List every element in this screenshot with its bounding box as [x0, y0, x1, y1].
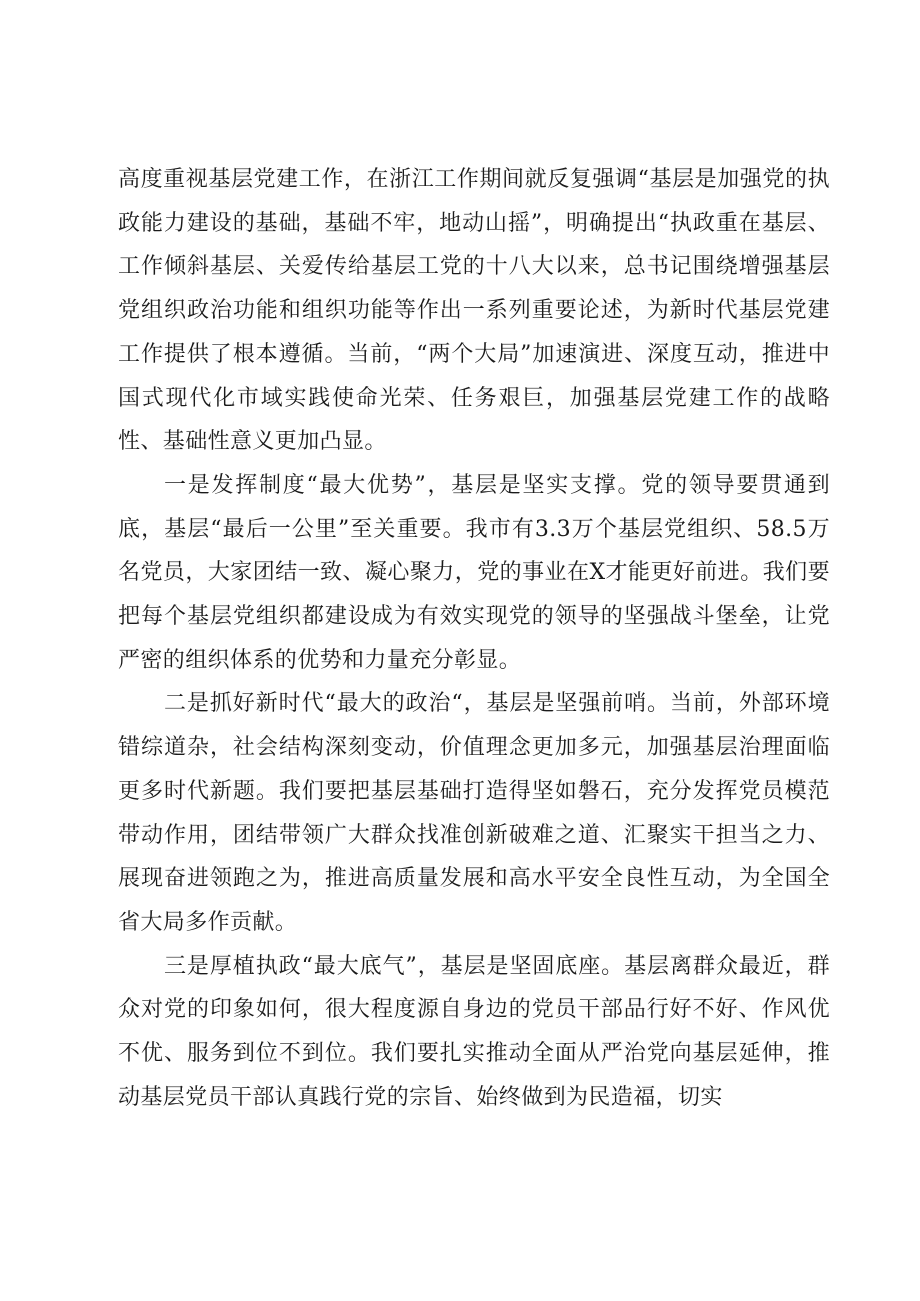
paragraph-intro: 高度重视基层党建工作，在浙江工作期间就反复强调“基层是加强党的执政能力建设的基础，基础不牢，地动山摇”，明确提出“执政重在基层、工作倾斜基层、关爱传给基层工党的十八大以来，总书记围绕增强基层党组织政治功能和组织功能等作出一系列重要论述，为新时代基层党建工作提供了根本遵循。当前，“两个大局”加速演进、深度互动，推进中国式现代化市域实践使命光荣、任务艰巨，加强基层党建工作的战略性、基础性意义更加凸显。 [118, 167, 830, 455]
paragraph-point-two: 二是抓好新时代“最大的政治“，基层是坚强前哨。当前，外部环境错综道杂，社会结构深刻变动，价值理念更加多元，加强基层治理面临更多时代新题。我们要把基层基础打造得坚如磐石，充分发挥党员模范带动作用，团结带领广大群众找准创新破难之道、汇聚实干担当之力、展现奋进领跑之为，推进高质量发展和高水平安全良性互动，为全国全省大局多作贡献。 [118, 691, 830, 935]
document-body [118, 158, 830, 1119]
paragraph-point-three: 三是厚植执政“最大底气”，基层是坚固底座。基层离群众最近，群众对党的印象如何，很大程度源自身边的党员干部品行好不好、作风优不优、服务到位不到位。我们要扎实推动全面从严治党向基层延伸，推动基层党员干部认真践行党的宗旨、始终做到为民造福，切实 [118, 953, 830, 1110]
paragraph-point-one: 一是发挥制度“最大优势”，基层是坚实支撑。党的领导要贯通到底，基层“最后一公里”至关重要。我市有3.3万个基层党组织、58.5万名党员，大家团结一致、凝心聚力，党的事业在X才能更好前进。我们要把每个基层党组织都建设成为有效实现党的领导的坚强战斗堡垒，让党严密的组织体系的优势和力量充分彰显。 [118, 472, 830, 673]
